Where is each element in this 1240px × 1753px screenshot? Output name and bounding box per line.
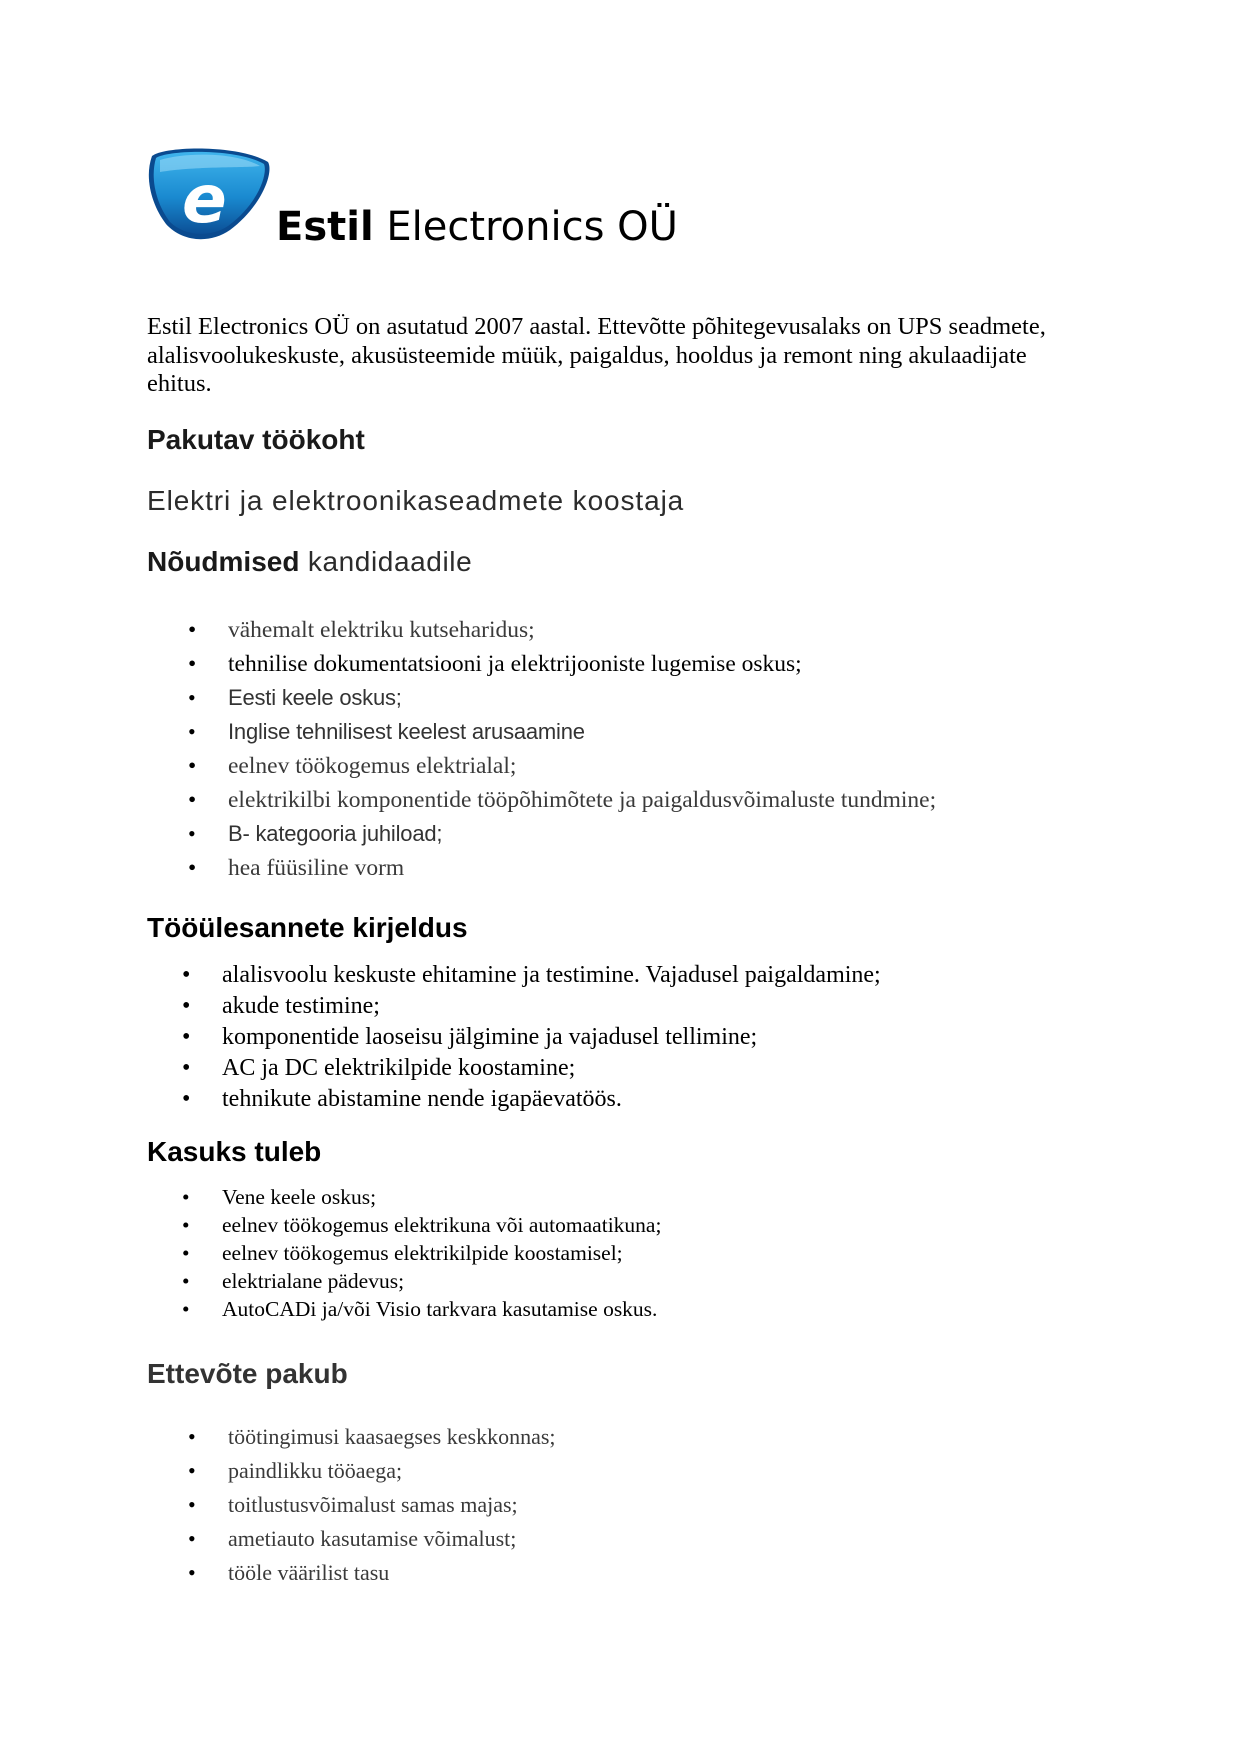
requirement-text: elektrikilbi komponentide tööpõhimõtete ja paigaldusvõimaluste tundmine; bbox=[228, 787, 937, 813]
list-item bbox=[188, 1420, 556, 1454]
requirement-text: hea füüsiline vorm bbox=[228, 855, 405, 881]
task-text: AC ja DC elektrikilpide koostamine; bbox=[222, 1055, 576, 1081]
requirement-text: B- kategooria juhiload; bbox=[228, 821, 443, 846]
company-name bbox=[276, 203, 678, 251]
list-item bbox=[188, 783, 937, 817]
offer-text: tööle väärilist tasu bbox=[228, 1560, 390, 1585]
requirements-heading-bold: Nõudmised bbox=[147, 546, 300, 577]
company-name-rest: Electronics OÜ bbox=[373, 204, 678, 250]
advantage-heading: Kasuks tuleb bbox=[147, 1136, 322, 1167]
list-item bbox=[182, 991, 881, 1022]
list-item bbox=[182, 1295, 661, 1323]
bullet: • bbox=[188, 1526, 196, 1551]
list-item bbox=[188, 749, 936, 783]
bullet: • bbox=[188, 1560, 196, 1585]
advantage-text: elektrialane pädevus; bbox=[222, 1269, 405, 1293]
list-item bbox=[188, 851, 936, 885]
bullet: • bbox=[188, 821, 196, 846]
list-item bbox=[182, 1022, 881, 1053]
offer-text: töötingimusi kaasaegses keskkonnas; bbox=[228, 1424, 556, 1449]
bullet: • bbox=[182, 962, 191, 988]
offer-heading: Ettevõte pakub bbox=[147, 1358, 348, 1389]
advantage-text: Vene keele oskus; bbox=[222, 1185, 377, 1209]
bullet: • bbox=[182, 1241, 190, 1265]
list-item bbox=[188, 1454, 556, 1488]
task-text: akude testimine; bbox=[222, 993, 380, 1019]
bullet: • bbox=[188, 1492, 196, 1517]
list-item bbox=[188, 817, 936, 851]
bullet: • bbox=[182, 993, 191, 1019]
intro-paragraph: Estil Electronics OÜ on asutatud 2007 aastal. Ettevõtte põhitegevusalaks on UPS seadmete, alalisvoolukeskuste, akusüsteemide müük, paigaldus, hooldus ja remont ning akulaadijate ehitus. bbox=[147, 313, 1046, 397]
bullet: • bbox=[188, 855, 197, 881]
task-text: tehnikute abistamine nende igapäevatöös. bbox=[222, 1086, 622, 1112]
bullet: • bbox=[182, 1185, 190, 1209]
task-text: komponentide laoseisu jälgimine ja vajadusel tellimine; bbox=[222, 1024, 758, 1050]
bullet: • bbox=[188, 685, 196, 710]
job-title: Elektri ja elektroonikaseadmete koostaja bbox=[147, 485, 685, 516]
bullet: • bbox=[188, 787, 197, 813]
requirements-heading bbox=[147, 545, 472, 579]
bullet: • bbox=[188, 1458, 196, 1483]
tasks-heading: Tööülesannete kirjeldus bbox=[147, 912, 468, 943]
list-item bbox=[188, 715, 936, 749]
bullet: • bbox=[182, 1055, 191, 1081]
bullet: • bbox=[188, 617, 197, 643]
estil-e-logo-icon bbox=[146, 144, 274, 244]
tasks-list bbox=[182, 960, 881, 1115]
bullet: • bbox=[188, 651, 197, 677]
list-item bbox=[188, 613, 936, 647]
offer-list bbox=[188, 1420, 556, 1590]
bullet: • bbox=[182, 1086, 191, 1112]
requirement-text: tehnilise dokumentatsiooni ja elektrijooniste lugemise oskus; bbox=[228, 651, 802, 677]
advantage-text: eelnev töökogemus elektrikuna või automaatikuna; bbox=[222, 1213, 662, 1237]
list-item bbox=[182, 1267, 661, 1295]
list-item bbox=[188, 1488, 556, 1522]
task-text: alalisvoolu keskuste ehitamine ja testimine. Vajadusel paigaldamine; bbox=[222, 962, 881, 988]
list-item bbox=[182, 960, 881, 991]
bullet: • bbox=[182, 1269, 190, 1293]
advantage-text: eelnev töökogemus elektrikilpide koostamisel; bbox=[222, 1241, 623, 1265]
offered-position-heading: Pakutav töökoht bbox=[147, 424, 365, 455]
list-item bbox=[182, 1239, 661, 1267]
list-item bbox=[182, 1084, 881, 1115]
bullet: • bbox=[188, 719, 196, 744]
offer-text: paindlikku tööaega; bbox=[228, 1458, 403, 1483]
list-item bbox=[188, 647, 936, 681]
list-item bbox=[182, 1211, 662, 1239]
requirement-text: eelnev töökogemus elektrialal; bbox=[228, 753, 517, 779]
advantage-text: AutoCADi ja/või Visio tarkvara kasutamise oskus. bbox=[222, 1297, 658, 1321]
requirements-heading-rest: kandidaadile bbox=[299, 546, 473, 577]
offer-text: toitlustusvõimalust samas majas; bbox=[228, 1492, 518, 1517]
bullet: • bbox=[182, 1297, 190, 1321]
bullet: • bbox=[188, 1424, 196, 1449]
bullet: • bbox=[182, 1024, 191, 1050]
list-item bbox=[182, 1183, 661, 1211]
company-name-bold: Estil bbox=[276, 204, 374, 250]
list-item bbox=[188, 1522, 556, 1556]
offer-text: ametiauto kasutamise võimalust; bbox=[228, 1526, 517, 1551]
requirement-text: Eesti keele oskus; bbox=[228, 685, 402, 710]
logo-letter: e bbox=[182, 161, 227, 238]
list-item bbox=[182, 1053, 881, 1084]
requirement-text: vähemalt elektriku kutseharidus; bbox=[228, 617, 535, 643]
advantage-list bbox=[182, 1183, 662, 1323]
list-item bbox=[188, 1556, 556, 1590]
requirements-list bbox=[188, 613, 937, 885]
bullet: • bbox=[182, 1213, 190, 1237]
bullet: • bbox=[188, 753, 197, 779]
list-item bbox=[188, 681, 936, 715]
requirement-text: Inglise tehnilisest keelest arusaamine bbox=[228, 719, 585, 744]
